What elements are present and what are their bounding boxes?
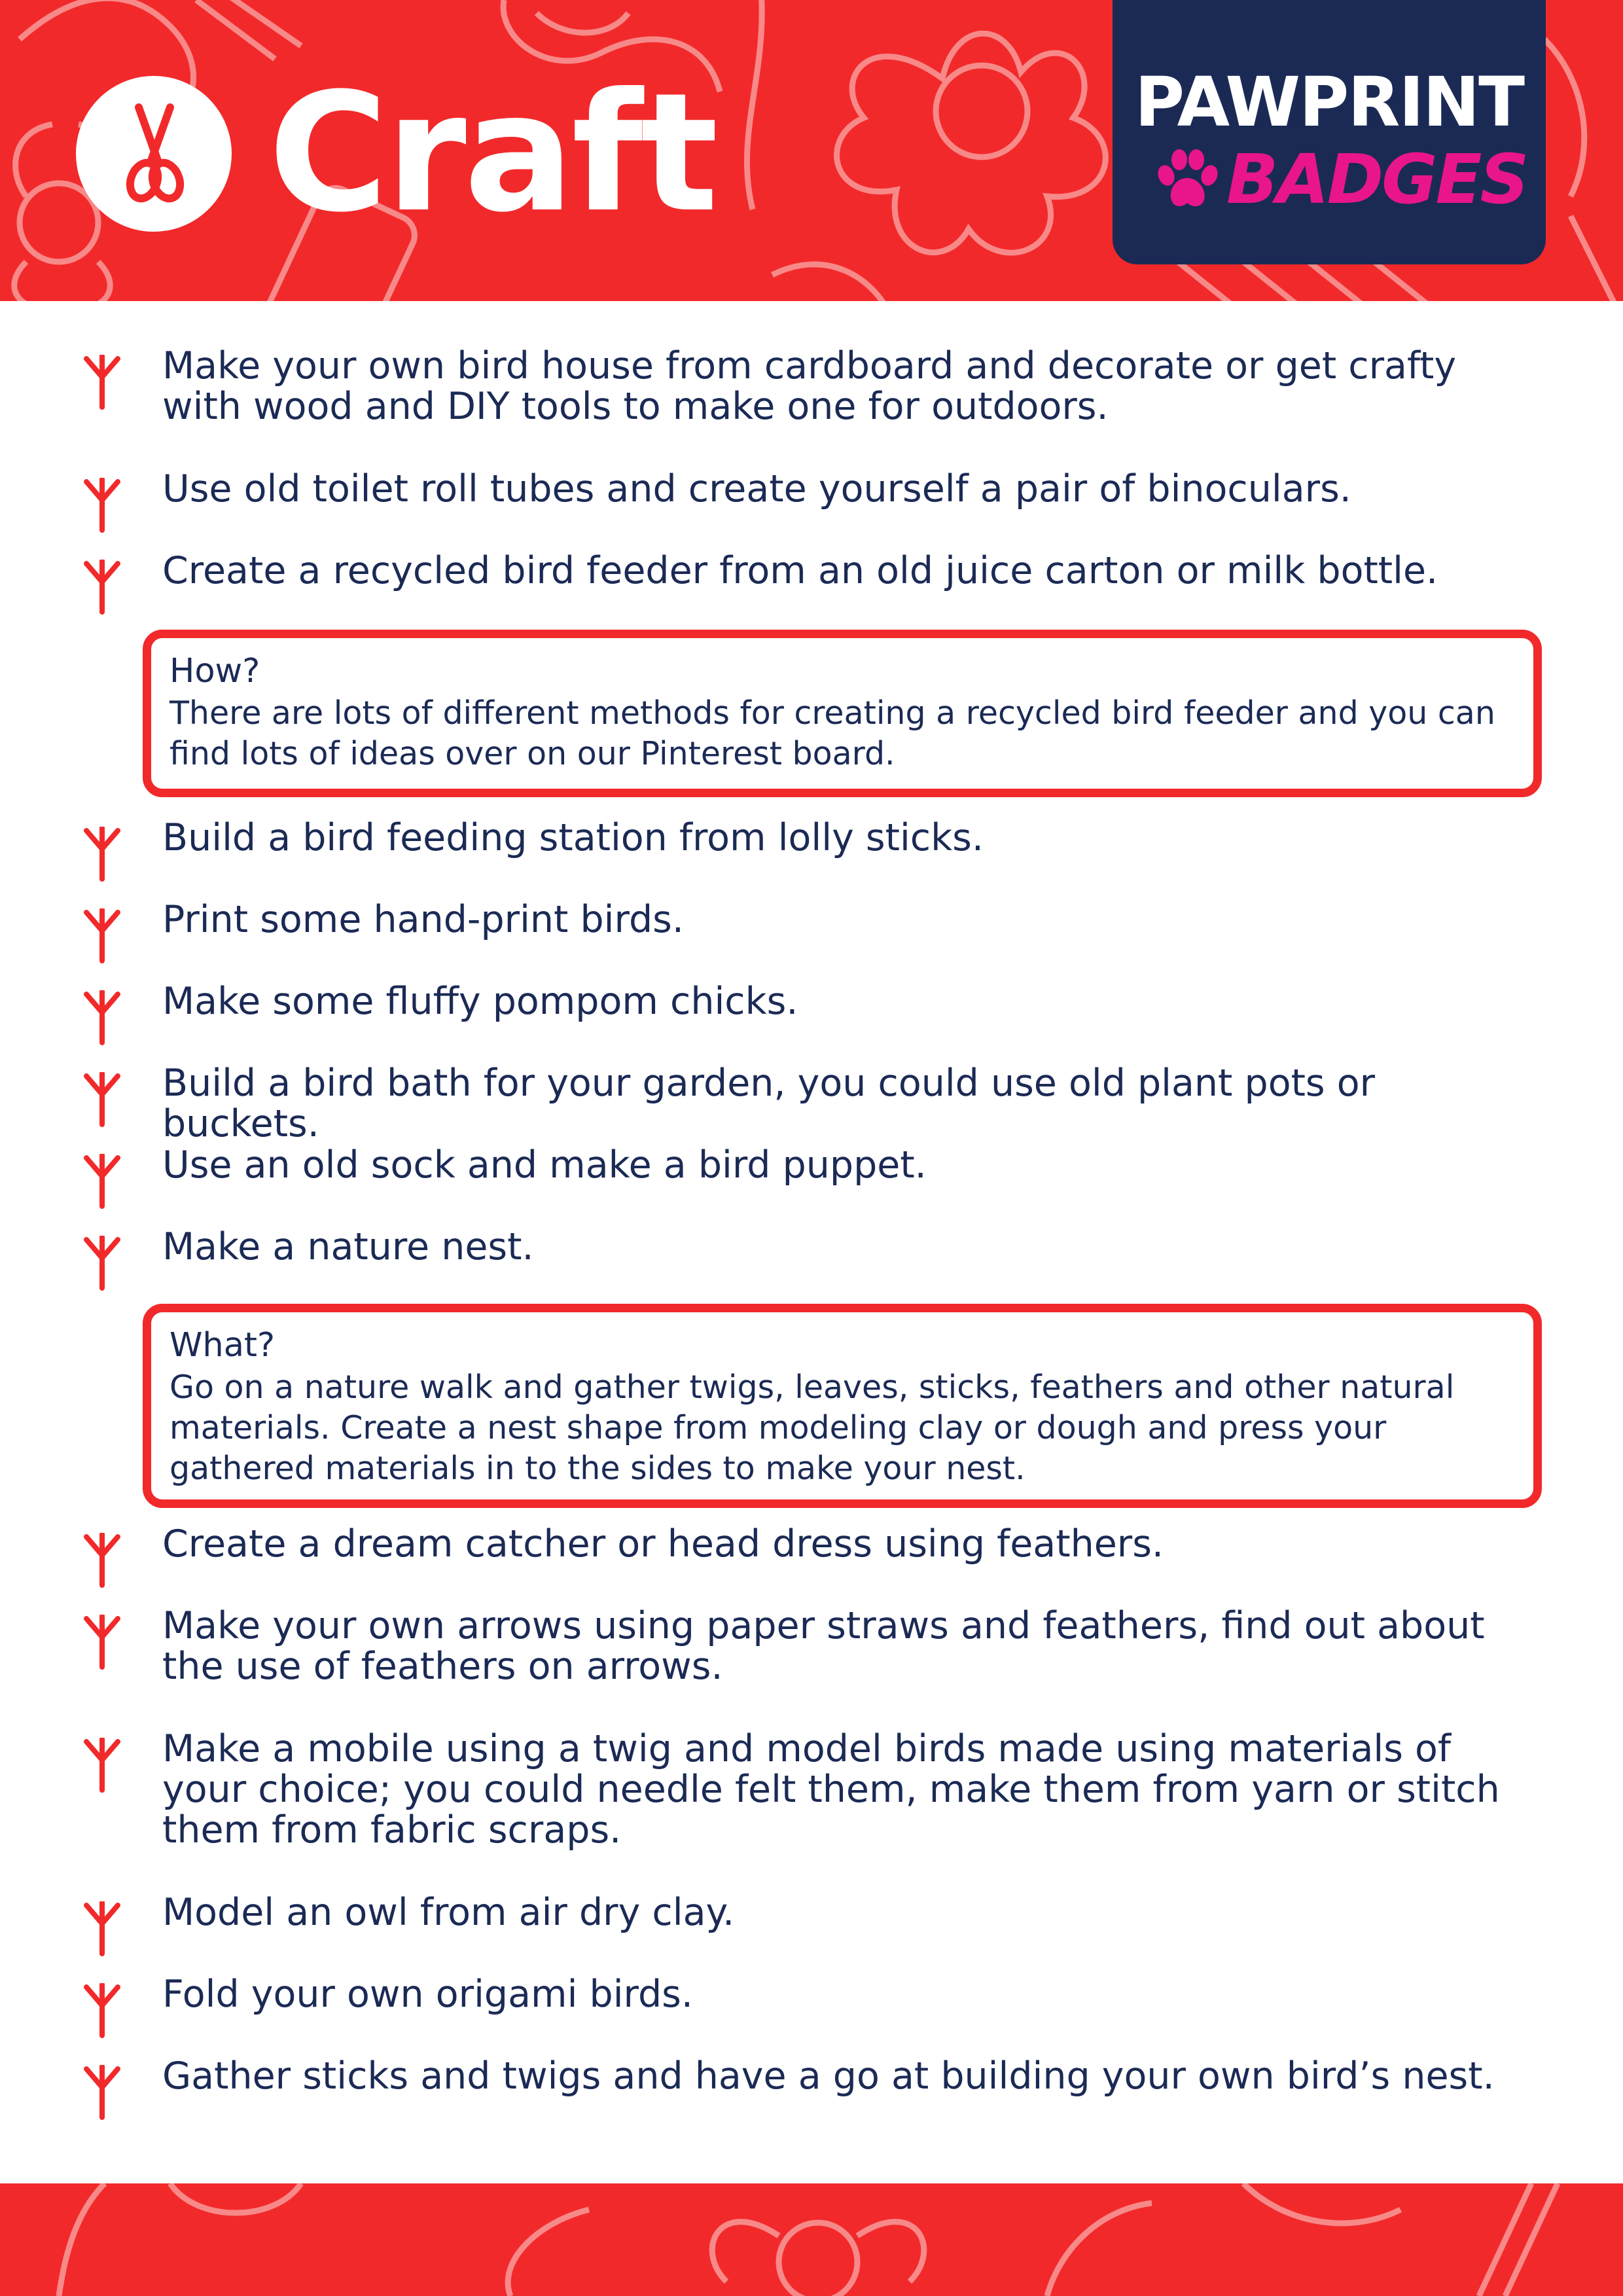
brand-line-badges: BADGES [1226, 139, 1527, 219]
list-item-text: Create a dream catcher or head dress using feathers. [162, 1522, 1164, 1566]
note-heading: What? [169, 1326, 276, 1365]
bird-foot-icon [81, 560, 123, 615]
bird-foot-icon [81, 1072, 123, 1127]
list-item-text: Make your own bird house from cardboard and decorate or get crafty with wood and DIY tools to make one for outdoors. [162, 344, 1457, 428]
flower-pattern-decoration [0, 2183, 1623, 2296]
note-heading: How? [169, 652, 260, 691]
list-item-text: Gather sticks and twigs and have a go at building your own bird’s nest. [162, 2054, 1495, 2098]
list-item-text: Build a bird feeding station from lolly sticks. [162, 816, 984, 859]
bird-foot-icon [81, 478, 123, 533]
bird-foot-icon [81, 2065, 123, 2120]
footer-banner [0, 2183, 1623, 2296]
bird-foot-icon [81, 1901, 123, 1956]
list-item-text: Use an old sock and make a bird puppet. [162, 1143, 927, 1187]
brand-line-pawprint: PAWPRINT [1134, 62, 1524, 142]
header-banner [0, 0, 1623, 301]
bird-foot-icon [81, 1533, 123, 1588]
bird-foot-icon [81, 990, 123, 1045]
paw-print-icon [1153, 149, 1219, 209]
bird-foot-icon [81, 1983, 123, 2038]
list-item-text: Fold your own origami birds. [162, 1973, 693, 2016]
scissors-icon [98, 98, 209, 209]
bird-foot-icon [81, 827, 123, 882]
how-note-box [143, 630, 1542, 797]
list-item-text: Make a nature nest. [162, 1225, 534, 1268]
list-item-text: Use old toilet roll tubes and create yourself a pair of binoculars. [162, 467, 1351, 511]
bird-foot-icon [81, 1154, 123, 1209]
bird-foot-icon [81, 1615, 123, 1670]
what-note-box [143, 1304, 1542, 1508]
bird-foot-icon [81, 355, 123, 410]
brand-line-badges-row [1153, 140, 1527, 219]
page-title: Craft [268, 58, 716, 248]
craft-badge-circle [76, 76, 232, 232]
list-item-text: Make your own arrows using paper straws and feathers, find out about the use of feathers on arrows. [162, 1604, 1485, 1688]
list-item-text: Make a mobile using a twig and model birds made using materials of your choice; you could needle felt them, make them from yarn or stitch them from fabric scraps. [162, 1727, 1500, 1852]
list-item-text: Build a bird bath for your garden, you could use old plant pots or buckets. [162, 1062, 1376, 1145]
list-item-text: Print some hand-print birds. [162, 898, 684, 941]
note-body: Go on a nature walk and gather twigs, leaves, sticks, feathers and other natural materials. Create a nest shape from modeling clay or dough and press your gathered materials in to the sides to make your nest. [169, 1369, 1455, 1487]
list-item-text: Make some fluffy pompom chicks. [162, 980, 798, 1023]
pawprint-badges-logo [1113, 0, 1546, 264]
list-item-text: Create a recycled bird feeder from an old juice carton or milk bottle. [162, 549, 1438, 592]
bird-foot-icon [81, 908, 123, 963]
note-body: There are lots of different methods for creating a recycled bird feeder and you can find lots of ideas over on our Pinterest board. [169, 694, 1495, 772]
bird-foot-icon [81, 1236, 123, 1291]
bird-foot-icon [81, 1738, 123, 1793]
list-item-text: Model an owl from air dry clay. [162, 1891, 735, 1934]
